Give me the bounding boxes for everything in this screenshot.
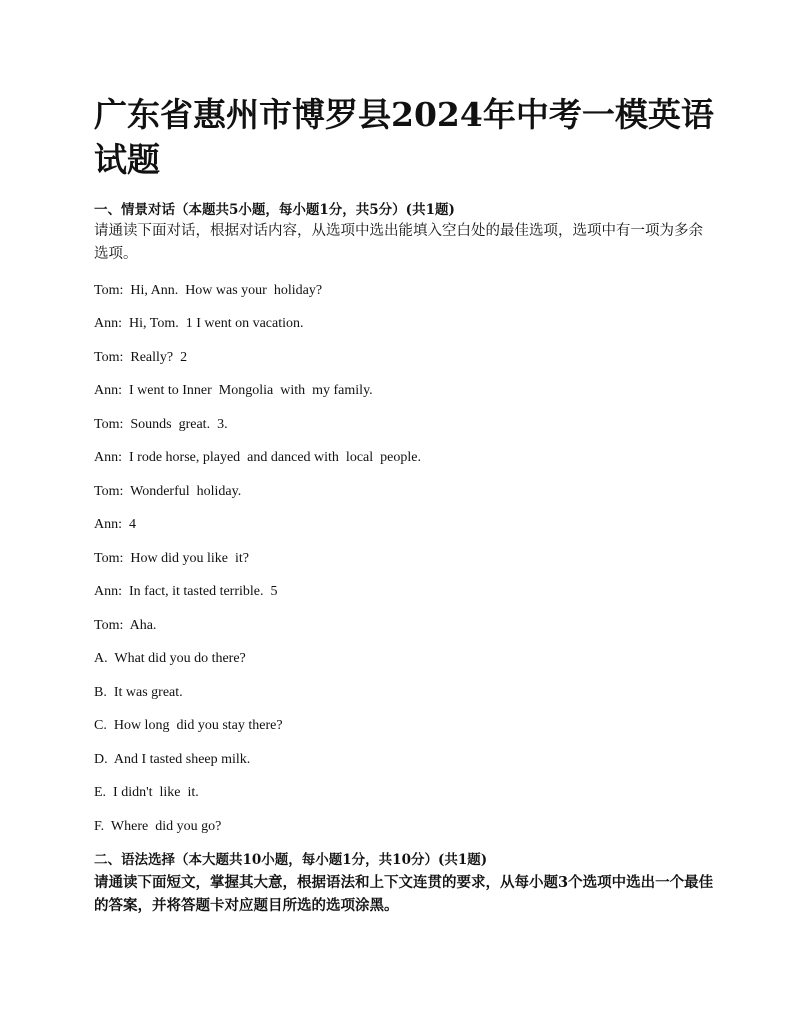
dialogue-line: Tom: Hi, Ann. How was your holiday? (94, 283, 323, 298)
option-item: B. It was great. (94, 685, 183, 700)
option-item: A. What did you do there? (94, 651, 246, 666)
option-item: C. How long did you stay there? (94, 718, 283, 733)
dialogue-line: Ann: In fact, it tasted terrible. 5 (94, 584, 278, 599)
dialogue-line: Ann: I rode horse, played and danced with local people. (94, 450, 421, 465)
option-item: E. I didn't like it. (94, 785, 199, 800)
dialogue-line: Ann: I went to Inner Mongolia with my family. (94, 383, 373, 398)
dialogue-line: Tom: Really? 2 (94, 350, 188, 365)
option-item: D. And I tasted sheep milk. (94, 752, 251, 767)
document-title: 广东省惠州市博罗县2024年中考一模英语试题 (94, 95, 714, 179)
dialogue-line: Tom: Sounds great. 3. (94, 417, 228, 432)
section-1-heading: 一、情景对话（本题共5小题，每小题1分，共5分）(共1题) (94, 202, 455, 218)
dialogue-line: Ann: 4 (94, 517, 136, 532)
section-2-heading: 二、语法选择（本大题共10小题，每小题1分，共10分）(共1题) (94, 852, 488, 868)
dialogue-line: Ann: Hi, Tom. 1 I went on vacation. (94, 316, 304, 331)
dialogue-line: Tom: How did you like it? (94, 551, 249, 566)
section-1-instruction: 请通读下面对话，根据对话内容，从选项中选出能填入空白处的最佳选项，选项中有一项为多余选项。 (94, 223, 703, 262)
dialogue-line: Tom: Aha. (94, 618, 157, 633)
section-2-instruction: 请通读下面短文，掌握其大意，根据语法和上下文连贯的要求，从每小题3个选项中选出一个最佳的答案，并将答题卡对应题目所选的选项涂黑。 (94, 874, 714, 914)
option-item: F. Where did you go? (94, 819, 222, 834)
dialogue-line: Tom: Wonderful holiday. (94, 484, 242, 499)
